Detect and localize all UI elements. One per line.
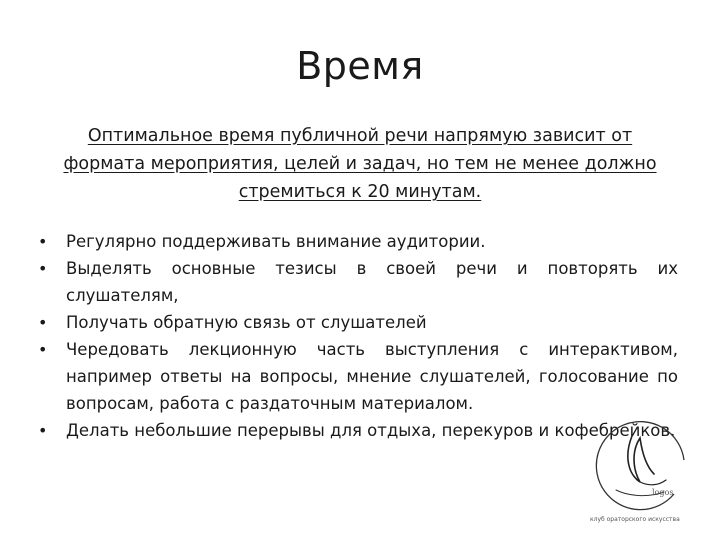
bullet-marker: • <box>38 259 48 278</box>
bullet-text: Регулярно поддерживать внимание аудитории. <box>66 232 486 251</box>
club-logo <box>588 416 700 532</box>
bullet-marker: • <box>38 232 48 251</box>
intro-text: Оптимальное время публичной речи напрямую зависит от формата мероприятия, целей и задач, но тем не менее должно стремиться к 20 минутам. <box>63 126 657 202</box>
list-item <box>38 336 678 417</box>
list-item <box>38 309 678 336</box>
logo-word: logos <box>652 488 674 497</box>
logo-emblem-icon <box>588 416 700 516</box>
list-item <box>38 417 678 444</box>
logo-caption: клуб ораторского искусства <box>590 516 680 523</box>
bullet-text: Получать обратную связь от слушателей <box>66 313 427 332</box>
bullet-text: Выделять основные тезисы в своей речи и повторять их слушателям, <box>66 259 678 305</box>
bullet-text: Делать небольшие перерывы для отдыха, перекуров и кофебрейков. <box>66 421 676 440</box>
list-item <box>38 255 678 309</box>
bullet-list <box>38 228 678 444</box>
bullet-marker: • <box>38 421 48 440</box>
bullet-marker: • <box>38 313 48 332</box>
bullet-text: Чередовать лекционную часть выступления с интерактивом, например ответы на вопросы, мнение слушателей, голосование по вопросам, работа с раздаточным материалом. <box>66 340 678 413</box>
slide-title: Время <box>296 44 424 88</box>
bullet-marker: • <box>38 340 48 359</box>
list-item <box>38 228 678 255</box>
